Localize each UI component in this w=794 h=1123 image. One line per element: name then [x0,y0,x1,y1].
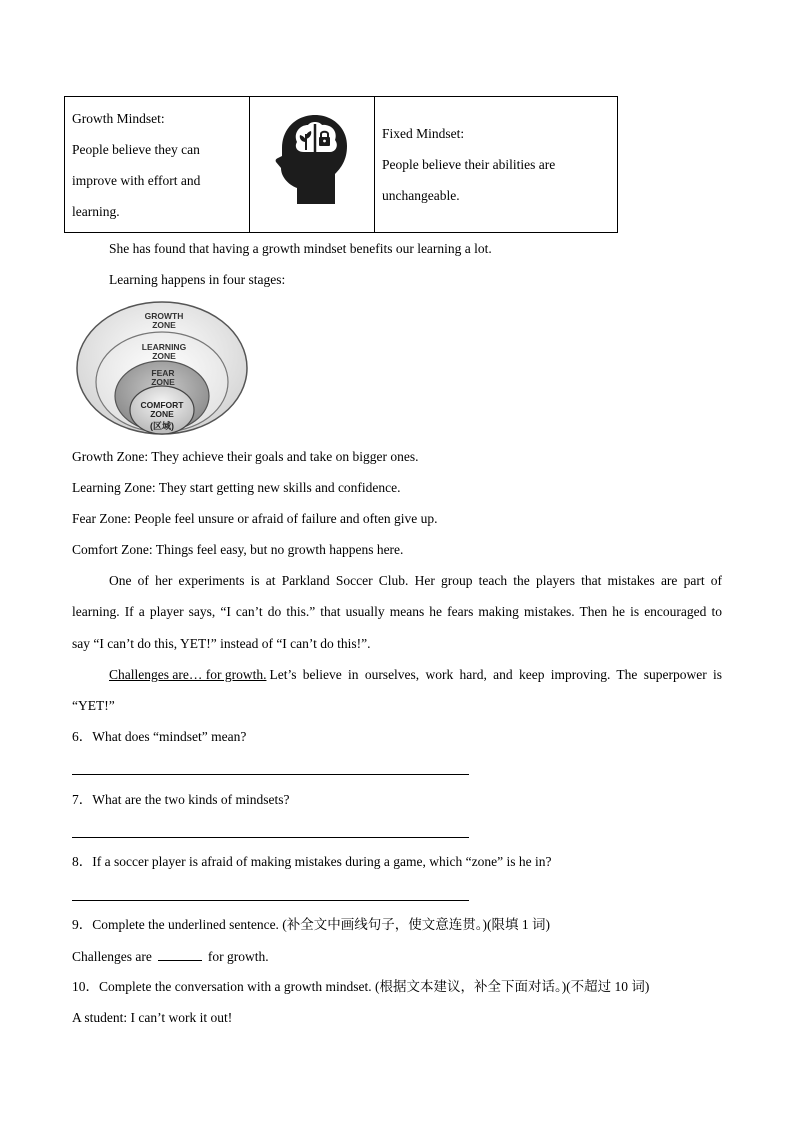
story-line-3: say “I can’t do this, YET!” instead of “I can’t do this!”. [72,636,371,651]
growth-mindset-desc-2: improve with effort and [72,172,201,188]
comfort-zone-label-2: ZONE [150,409,174,419]
comfort-zone-label-1: COMFORT [140,400,184,410]
zones-diagram [74,300,254,440]
fear-zone-text: Fear Zone: People feel unsure or afraid of failure and often give up. [72,511,438,526]
fixed-mindset-title: Fixed Mindset: [382,126,465,141]
learning-zone-label-1: LEARNING [141,342,187,352]
underlined-sentence: Challenges are… for growth. [109,667,267,682]
growth-zone-text: Growth Zone: They achieve their goals and take on bigger ones. [72,449,419,464]
fixed-mindset-desc-2: unchangeable. [382,188,460,203]
growth-zone-label-2: ZONE [152,320,176,330]
question-10-dialogue: A student: I can’t work it out! [72,1010,233,1025]
growth-zone-label-1: GROWTH [144,311,184,321]
story-line-2: learning. If a player says, “I can’t do this.” that usually means he fears making mistakes. Then he is encouraged to [72,604,722,619]
learning-zone-label-2: ZONE [152,351,176,361]
paragraph-four-stages: Learning happens in four stages: [109,272,286,287]
growth-mindset-cell [65,97,250,233]
mindset-table [64,96,618,233]
story-line-5: “YET!” [72,698,115,713]
fear-zone-label-1: FEAR [151,368,175,378]
question-10: 10．Complete the conversation with a growth mindset. (根据文本建议，补全下面对话。)(不超过 10 词) [72,979,650,994]
fixed-mindset-desc-1: People believe their abilities are [382,157,556,172]
question-6: 6．What does “mindset” mean? [72,729,247,744]
question-7: 7．What are the two kinds of mindsets? [72,792,290,807]
answer-line-6[interactable] [72,774,469,775]
paragraph-growth-benefit: She has found that having a growth mindset benefits our learning a lot. [109,241,492,256]
answer-line-8[interactable] [72,900,469,901]
story-line-4-rest: Let’s believe in ourselves, work hard, and keep improving. The superpower is [269,667,722,682]
learning-zone-text: Learning Zone: They start getting new skills and confidence. [72,480,401,495]
answer-line-7[interactable] [72,837,469,838]
story-line-4 [109,667,722,683]
growth-mindset-title: Growth Mindset: [72,110,165,126]
question-9: 9．Complete the underlined sentence. (补全文中画线句子，使文意连贯。)(限填 1 词) [72,917,551,932]
comfort-zone-label-3: (区域) [150,421,174,431]
comfort-zone-text: Comfort Zone: Things feel easy, but no growth happens here. [72,542,404,557]
question-8: 8．If a soccer player is afraid of making mistakes during a game, which “zone” is he in? [72,854,552,869]
question-9-answer [72,948,269,965]
head-icon-cell [250,97,375,233]
head-brain-icon [275,112,349,206]
growth-mindset-desc-1: People believe they can [72,141,200,157]
question-9-blank[interactable] [158,948,202,961]
fixed-mindset-cell [375,97,618,233]
question-9-prefix: Challenges are [72,949,152,964]
story-line-1: One of her experiments is at Parkland Soccer Club. Her group teach the players that mistakes are part of [109,573,722,588]
growth-mindset-desc-3: learning. [72,203,120,219]
question-9-suffix: for growth. [207,949,269,964]
fear-zone-label-2: ZONE [151,377,175,387]
